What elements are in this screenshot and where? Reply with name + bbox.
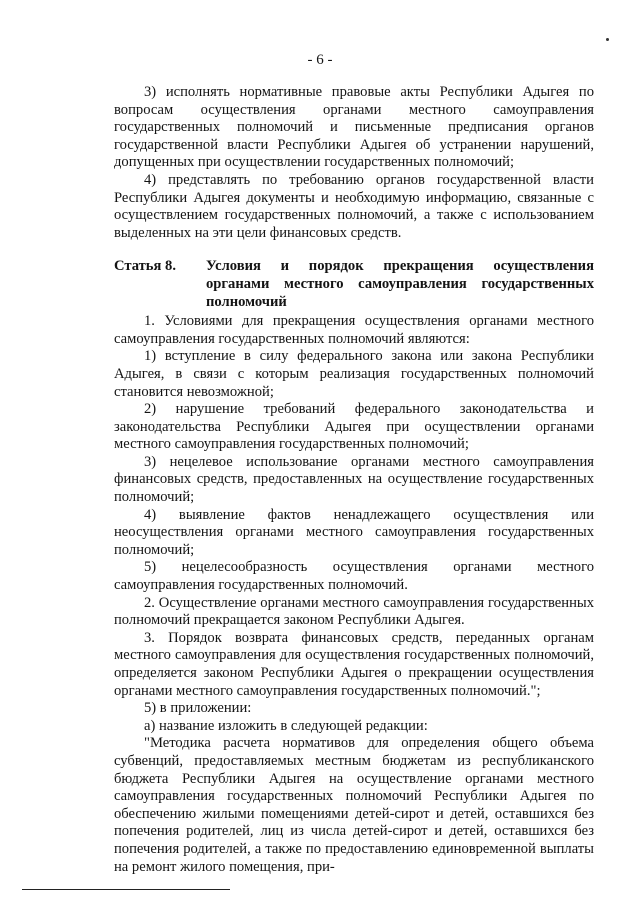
article-title: Условия и порядок прекращения осуществления органами местного самоуправления государственных полномочий bbox=[206, 258, 594, 310]
article-heading bbox=[114, 258, 594, 311]
list-item: 4) выявление фактов ненадлежащего осуществления или неосуществления органами местного самоуправления государственных полномочий; bbox=[114, 506, 594, 558]
article-label: Статья 8. bbox=[114, 258, 176, 275]
page-number: - 6 - bbox=[307, 52, 333, 68]
paragraph: 3. Порядок возврата финансовых средств, переданных органам местного самоуправления для осуществления государственных полномочий, определяется законом Республики Адыгея о прекращении осуществления органами местного самоуправления государственных полномочий."; bbox=[114, 629, 594, 699]
list-item: 5) нецелесообразность осуществления органами местного самоуправления государственных полномочий. bbox=[114, 559, 594, 594]
list-item: 2) нарушение требований федерального законодательства и законодательства Республики Адыгея при осуществлении органами местного самоуправления государственных полномочий; bbox=[114, 401, 594, 453]
document-body bbox=[114, 84, 594, 876]
list-item: 3) нецелевое использование органами местного самоуправления финансовых средств, предоставленных на осуществление государственных полномочий; bbox=[114, 453, 594, 506]
paragraph: а) название изложить в следующей редакции: bbox=[144, 717, 428, 734]
paragraph: 4) представлять по требованию органов государственной власти Республики Адыгея документы и необходимую информацию, связанные с осуществлением государственных полномочий, а также с использованием выделенных на эти цели финансовых средств. bbox=[114, 171, 594, 241]
list-item: 1) вступление в силу федерального закона или закона Республики Адыгея, в связи с которым реализация государственных полномочий становится невозможной; bbox=[114, 348, 594, 400]
paragraph: 3) исполнять нормативные правовые акты Республики Адыгея по вопросам осуществления органами местного самоуправления государственных полномочий и письменные предписания органов государственной власти Республики Адыгея об устранении нарушений, допущенных при осуществлении государственных полномочий; bbox=[114, 84, 594, 171]
paragraph: 1. Условиями для прекращения осуществления органами местного самоуправления государственных полномочий являются: bbox=[114, 313, 594, 347]
paragraph: 5) в приложении: bbox=[144, 700, 252, 717]
paragraph: 2. Осуществление органами местного самоуправления государственных полномочий прекращается законом Республики Адыгея. bbox=[114, 594, 594, 629]
scan-speck bbox=[606, 38, 609, 41]
footer-rule bbox=[22, 889, 230, 890]
paragraph: "Методика расчета нормативов для определения общего объема субвенций, предоставляемых местным бюджетам из республиканского бюджета Республики Адыгея на осуществление органами местного самоуправления государственных полномочий Республики Адыгея по обеспечению жилыми помещениями детей-сирот и детей, оставшихся без попечения родителей, лиц из числа детей-сирот и детей, оставшихся без попечения родителей, а также по предоставлению единовременной выплаты на ремонт жилого помещения, при- bbox=[114, 735, 594, 875]
